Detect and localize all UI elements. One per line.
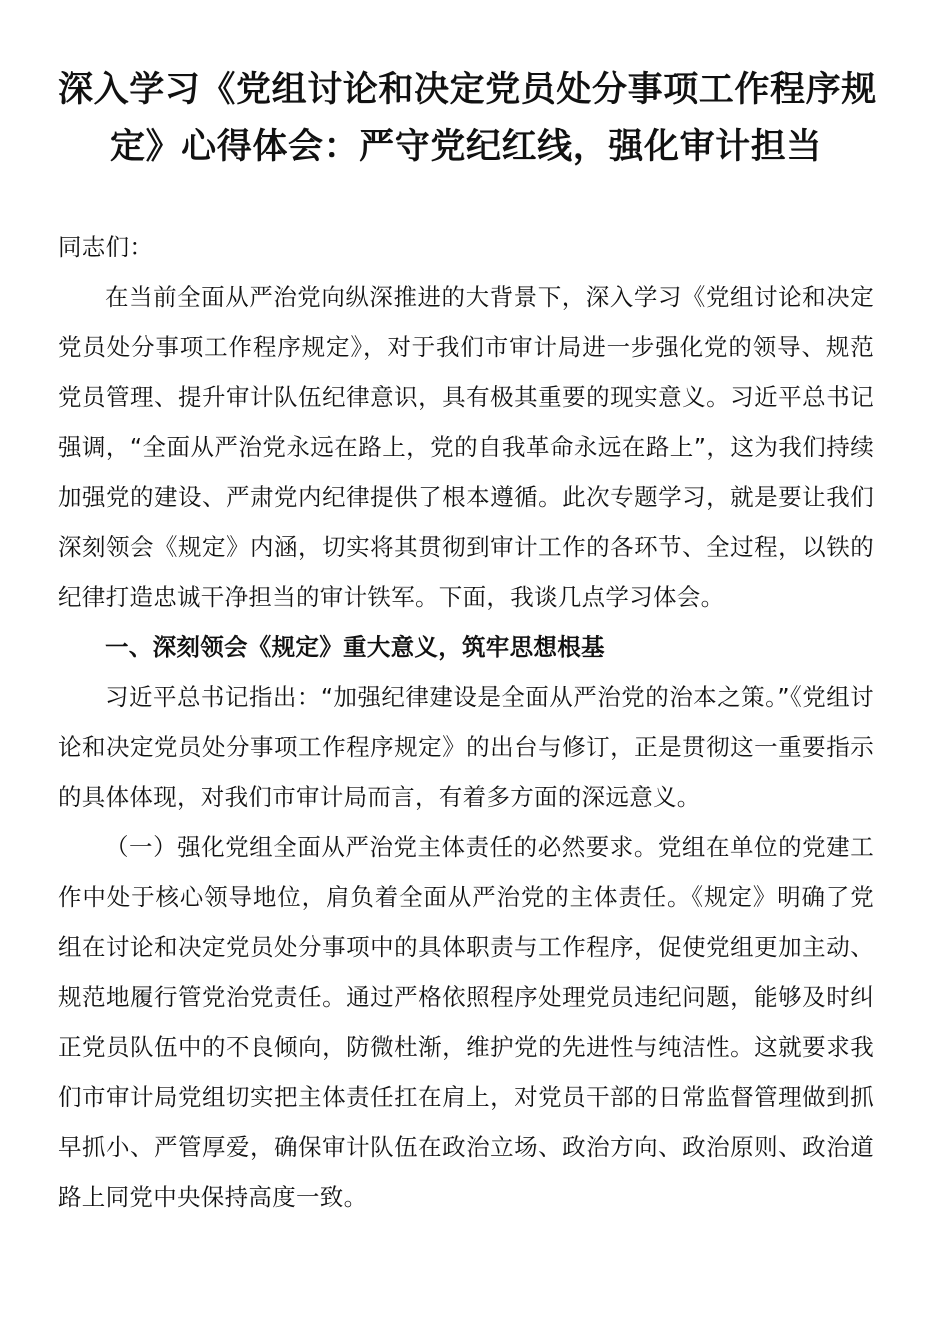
section-1-intro-paragraph: 习近平总书记指出：“加强纪律建设是全面从严治党的治本之策。”《党组讨论和决定党员处分事项工作程序规定》的出台与修订，正是贯彻这一重要指示的具体体现，对我们市审计局而言，有着多方面的深远意义。	[58, 683, 874, 811]
greeting: 同志们：	[58, 233, 154, 261]
section-1-heading: 一、深刻领会《规定》重大意义，筑牢思想根基	[105, 633, 605, 661]
title-line-2: 定》心得体会：严守党纪红线，强化审计担当	[109, 127, 822, 167]
document-title	[58, 62, 877, 176]
intro-paragraph: 在当前全面从严治党向纵深推进的大背景下，深入学习《党组讨论和决定党员处分事项工作程序规定》，对于我们市审计局进一步强化党的领导、规范党员管理、提升审计队伍纪律意识，具有极其重要的现实意义。习近平总书记强调，“全面从严治党永远在路上，党的自我革命永远在路上”，这为我们持续加强党的建设、严肃党内纪律提供了根本遵循。此次专题学习，就是要让我们深刻领会《规定》内涵，切实将其贯彻到审计工作的各环节、全过程，以铁的纪律打造忠诚干净担当的审计铁军。下面，我谈几点学习体会。	[58, 283, 874, 611]
title-line-1: 深入学习《党组讨论和决定党员处分事项工作程序规	[58, 70, 877, 110]
section-1-point-1-paragraph: （一）强化党组全面从严治党主体责任的必然要求。党组在单位的党建工作中处于核心领导地位，肩负着全面从严治党的主体责任。《规定》明确了党组在讨论和决定党员处分事项中的具体职责与工作程序，促使党组更加主动、规范地履行管党治党责任。通过严格依照程序处理党员违纪问题，能够及时纠正党员队伍中的不良倾向，防微杜渐，维护党的先进性与纯洁性。这就要求我们市审计局党组切实把主体责任扛在肩上，对党员干部的日常监督管理做到抓早抓小、严管厚爱，确保审计队伍在政治立场、政治方向、政治原则、政治道路上同党中央保持高度一致。	[58, 833, 874, 1211]
document-body	[58, 222, 874, 1222]
